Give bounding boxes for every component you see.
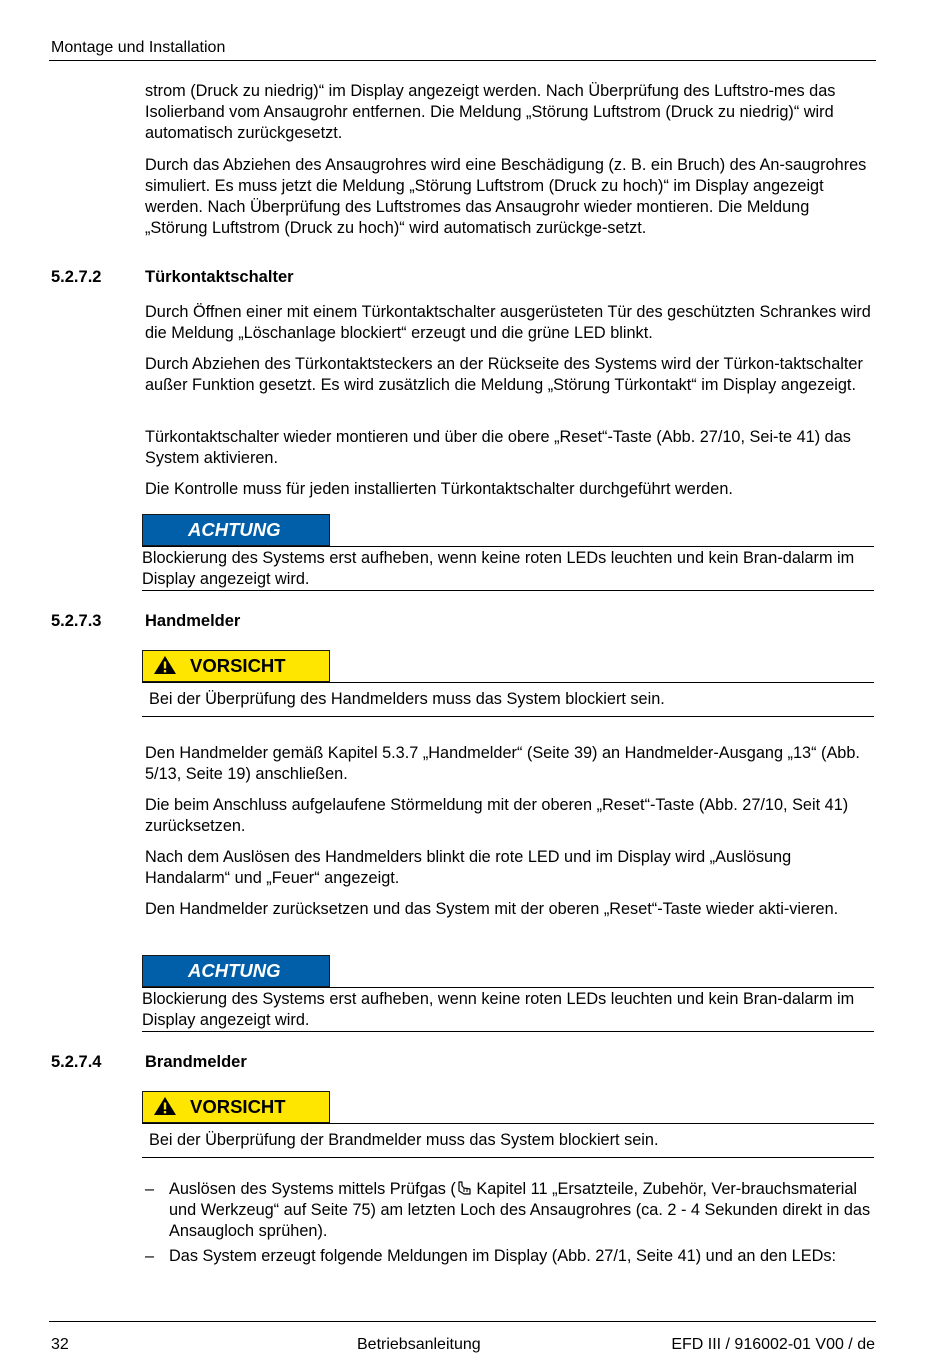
vorsicht-notice-label [142,1091,330,1123]
notice-divider-bottom [142,716,874,717]
pointing-hand-icon [456,1181,472,1196]
footer-doc-type: Betriebsanleitung [357,1336,481,1353]
list-item-text [169,1179,877,1242]
list-item-text-part: Kapitel 11 „Ersatzteile, Zubehör, Ver-brauchsmaterial und Werkzeug“ auf Seite 75) am letzten Loch des Ansaugrohres (ca. 2 - 4 Sekunden direkt in das Ansaugloch sprühen). [169,1180,871,1240]
footer-doc-id: EFD III / 916002-01 V00 / de [671,1336,875,1353]
notice-divider-bottom [142,1157,874,1158]
vorsicht-label-text: VORSICHT [190,1096,286,1117]
section-title-5272: Türkontaktschalter [145,268,294,286]
header-divider [49,60,876,61]
vorsicht-notice-text: Bei der Überprüfung der Brandmelder muss das System blockiert sein. [149,1131,659,1149]
notice-divider-top [142,987,874,988]
list-dash: – [145,1247,155,1265]
section-5272-paragraph-2: Durch Abziehen des Türkontaktsteckers an der Rückseite des Systems wird der Türkon-taktschalter außer Funktion gesetzt. Es wird zusätzlich die Meldung „Störung Türkontakt“ im Display angezeigt. [145,355,863,394]
section-5273-paragraph-4: Den Handmelder zurücksetzen und das System mit der oberen „Reset“-Taste wieder akti-vieren. [145,900,839,918]
section-number-5273: 5.2.7.3 [51,612,102,630]
achtung-notice-label: ACHTUNG [142,955,330,987]
section-5272-paragraph-4: Die Kontrolle muss für jeden installierten Türkontaktschalter durchgeführt werden. [145,480,733,498]
section-5272-paragraph-1: Durch Öffnen einer mit einem Türkontaktschalter ausgerüsteten Tür des geschützten Schrankes wird die Meldung „Löschanlage blockiert“ erzeugt und die grüne LED blinkt. [145,303,871,342]
warning-triangle-icon [153,1096,177,1116]
achtung-notice-label: ACHTUNG [142,514,330,546]
section-title-5273: Handmelder [145,612,241,630]
list-item-text: Das System erzeugt folgende Meldungen im Display (Abb. 27/1, Seite 41) und an den LEDs: [169,1247,837,1265]
warning-triangle-icon [153,655,177,675]
list-dash: – [145,1180,155,1198]
intro-paragraph-2: Durch das Abziehen des Ansaugrohres wird eine Beschädigung (z. B. ein Bruch) des An-saugrohres simuliert. Es muss jetzt die Meldung „Störung Luftstrom (Druck zu hoch)“ im Display angezeigt werden. Nach Überprüfung des Luftstromes das Ansaugrohr wieder montieren. Die Meldung „Störung Luftstrom (Druck zu hoch)“ wird automatisch zurückge-setzt. [145,156,867,237]
vorsicht-notice-label [142,650,330,682]
achtung-notice-text: Blockierung des Systems erst aufheben, wenn keine roten LEDs leuchten und kein Bran-dalarm im Display angezeigt wird. [142,990,855,1029]
section-number-5274: 5.2.7.4 [51,1053,102,1071]
vorsicht-label-text: VORSICHT [190,655,286,676]
section-5273-paragraph-2: Die beim Anschluss aufgelaufene Störmeldung mit der oberen „Reset“-Taste (Abb. 27/10, Seit 41) zurücksetzen. [145,796,849,835]
section-title-5274: Brandmelder [145,1053,247,1071]
achtung-notice-text: Blockierung des Systems erst aufheben, wenn keine roten LEDs leuchten und kein Bran-dalarm im Display angezeigt wird. [142,549,855,588]
section-5273-paragraph-3: Nach dem Auslösen des Handmelders blinkt die rote LED und im Display wird „Auslösung Handalarm“ und „Feuer“ angezeigt. [145,848,792,887]
section-number-5272: 5.2.7.2 [51,268,102,286]
section-5272-paragraph-3: Türkontaktschalter wieder montieren und über die obere „Reset“-Taste (Abb. 27/10, Sei-te 41) das System aktivieren. [145,428,851,467]
notice-divider-top [142,1123,874,1124]
notice-divider-top [142,682,874,683]
list-item-text-part: Auslösen des Systems mittels Prüfgas ( [169,1180,456,1198]
section-5273-paragraph-1: Den Handmelder gemäß Kapitel 5.3.7 „Handmelder“ (Seite 39) an Handmelder-Ausgang „13“ (Abb. 5/13, Seite 19) anschließen. [145,744,860,783]
vorsicht-notice-text: Bei der Überprüfung des Handmelders muss das System blockiert sein. [149,690,665,708]
notice-divider-bottom [142,590,874,591]
intro-paragraph-1: strom (Druck zu niedrig)“ im Display angezeigt werden. Nach Überprüfung des Luftstro-mes das Isolierband vom Ansaugrohr entfernen. Die Meldung „Störung Luftstrom (Druck zu niedrig)“ wird automatisch zurückgesetzt. [145,82,836,142]
page-number: 32 [51,1336,69,1353]
notice-divider-top [142,546,874,547]
footer-divider [49,1321,876,1322]
page-header-title: Montage und Installation [51,39,226,56]
notice-divider-bottom [142,1031,874,1032]
